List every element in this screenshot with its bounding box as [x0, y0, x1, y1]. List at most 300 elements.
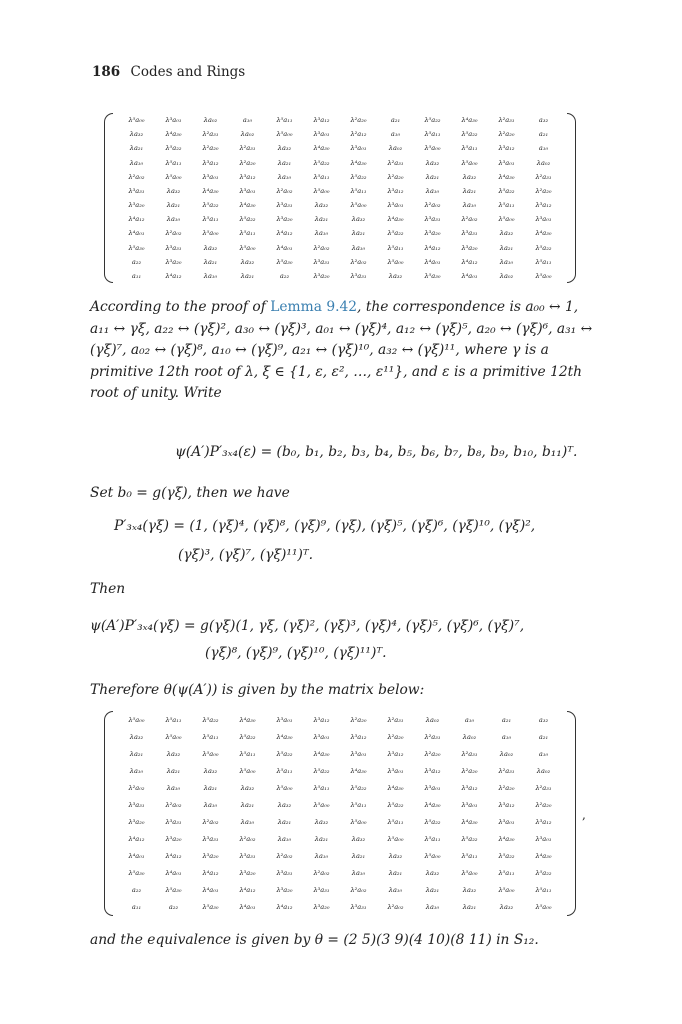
matrix2-cell: λ⁵a₂₂ [239, 732, 256, 741]
matrix2-cell: λ³a₁₂ [461, 783, 478, 792]
matrix2-cell: λ⁵a₀₀ [276, 783, 293, 792]
matrix1-cell: λ³a₀₁ [387, 201, 404, 210]
matrix1-cell: λ²a₂₀ [202, 144, 219, 153]
equation-3-line-1: ψ(A′)P′₃ₓ₄(γξ) = g(γξ)(1, γξ, (γξ)², (γξ)³, (γξ)⁴, (γξ)⁵, (γξ)⁶, (γξ)⁷, [90, 618, 525, 634]
matrix2-cell: a₁₀ [501, 732, 512, 741]
matrix1-cell: λa₃₂ [425, 158, 440, 167]
matrix2-cell: λ³a₃₁ [313, 886, 330, 895]
matrix2-cell: λ⁴a₁₂ [165, 852, 182, 861]
matrix2-cell: λ³a₁₂ [498, 800, 515, 809]
matrix1-cell: λa₃₂ [499, 229, 514, 238]
matrix1-cell: λ²a₀₂ [165, 229, 182, 238]
matrix2-cell: λa₃₂ [462, 886, 477, 895]
matrix2-cell: λa₂₁ [388, 869, 403, 878]
matrix2-cell: λ⁵a₃₀ [202, 903, 219, 912]
matrix1-cell: λ³a₁₂ [313, 116, 330, 125]
matrix2-cell: λa₃₂ [499, 903, 514, 912]
matrix1-cell: λ²a₂₀ [387, 172, 404, 181]
matrix2-cell: a₂₂ [168, 903, 179, 912]
matrix2-cell: λ⁵a₂₂ [461, 835, 478, 844]
matrix1-cell: λ⁵a₀₀ [535, 271, 552, 280]
matrix1-cell: λ⁵a₀₀ [424, 144, 441, 153]
matrix1-cell: λ⁵a₀₀ [387, 257, 404, 266]
matrix1-cell: λ⁴a₃₀ [535, 229, 552, 238]
matrix1-cell: a₂₂ [131, 257, 142, 266]
matrix2-cell: λ⁵a₀₀ [424, 852, 441, 861]
matrix2-cell: λa₃₂ [388, 852, 403, 861]
matrix1-cell: λ⁵a₂₂ [202, 201, 219, 210]
matrix1-cell: λ³a₂₀ [424, 229, 441, 238]
matrix2-cell: λ³a₀₁ [461, 800, 478, 809]
matrix2-cell: λa₁₀ [129, 766, 144, 775]
equation-2-line-2: (γξ)³, (γξ)⁷, (γξ)¹¹)ᵀ. [178, 547, 314, 563]
matrix2-cell: λ⁵a₁₁ [239, 749, 256, 758]
matrix1-cell: λa₂₁ [462, 186, 477, 195]
matrix1-cell: λ⁵a₃₀ [128, 243, 145, 252]
matrix2-cell: λ²a₃₁ [424, 732, 441, 741]
matrix2-cell: a₁₁ [131, 903, 142, 912]
matrix2-cell: λ⁴a₃₀ [424, 800, 441, 809]
matrix2-cell: λa₁₀ [388, 886, 403, 895]
matrix1-cell: λa₂₁ [499, 243, 514, 252]
matrix2-cell: λ³a₁₂ [535, 818, 552, 827]
matrix2-cell: λa₂₁ [351, 852, 366, 861]
matrix2-cell: λ⁵a₂₂ [276, 749, 293, 758]
matrix1-cell: λa₃₂ [388, 271, 403, 280]
matrix1-cell: λ⁵a₁₁ [498, 201, 515, 210]
matrix1-cell: λ²a₂₀ [498, 130, 515, 139]
matrix1-cell: λ⁵a₀₀ [498, 215, 515, 224]
matrix1-cell: λ²a₀₂ [128, 172, 145, 181]
matrix1-cell: λa₁₀ [425, 186, 440, 195]
matrix1-cell: λ⁵a₁₁ [165, 158, 182, 167]
matrix1-cell: λ⁴a₃₀ [239, 201, 256, 210]
matrix1-cell: λ⁵a₁₁ [535, 257, 552, 266]
matrix1-cell: λ³a₁₂ [202, 158, 219, 167]
matrix1-cell: λa₂₁ [240, 271, 255, 280]
matrix2-cell: λ²a₀₂ [313, 869, 330, 878]
matrix2-cell: λ⁵a₁₁ [350, 800, 367, 809]
matrix2-cell: λa₁₀ [203, 800, 218, 809]
matrix1-cell: λ⁵a₂₂ [239, 215, 256, 224]
matrix2-cell: λ⁴a₃₀ [313, 749, 330, 758]
matrix1-cell: λ⁴a₃₀ [313, 144, 330, 153]
matrix-2-left-bracket [104, 711, 113, 916]
matrix2-cell: λ⁵a₀₀ [128, 715, 145, 724]
matrix2-cell: λ³a₂₀ [128, 818, 145, 827]
matrix2-cell: λa₁₀ [240, 818, 255, 827]
matrix2-cell: λ⁵a₂₂ [535, 869, 552, 878]
matrix2-cell: λ⁵a₀₀ [461, 869, 478, 878]
matrix2-cell: λ⁵a₁₁ [387, 818, 404, 827]
matrix2-cell: λa₂₁ [240, 800, 255, 809]
matrix1-cell: λ⁵a₀₀ [128, 116, 145, 125]
therefore-line: Therefore θ(ψ(A′)) is given by the matrix below: [90, 682, 425, 698]
matrix1-cell: λa₁₀ [166, 215, 181, 224]
matrix2-cell: λ²a₂₀ [350, 715, 367, 724]
matrix2-cell: λa₃₂ [203, 766, 218, 775]
correspondence-paragraph [90, 297, 600, 405]
running-title: Codes and Rings [130, 64, 246, 80]
matrix1-cell: λ³a₁₂ [535, 201, 552, 210]
matrix2-cell: λa₃₂ [129, 732, 144, 741]
matrix2-cell: λ³a₃₁ [202, 835, 219, 844]
then-label: Then [90, 581, 126, 597]
matrix2-cell: λa₁₀ [166, 783, 181, 792]
matrix1-cell: λa₁₀ [351, 243, 366, 252]
matrix1-cell: λ⁵a₀₀ [239, 243, 256, 252]
matrix1-cell: λ⁴a₃₀ [498, 172, 515, 181]
matrix1-cell: λ⁵a₃₀ [424, 271, 441, 280]
matrix2-cell: λ⁵a₁₁ [202, 732, 219, 741]
matrix2-cell: a₂₁ [538, 732, 549, 741]
matrix1-cell: λ⁵a₀₀ [202, 229, 219, 238]
matrix2-cell: λ⁵a₂₂ [424, 818, 441, 827]
matrix2-cell: λ⁵a₀₀ [165, 732, 182, 741]
matrix2-cell: λ³a₃₁ [128, 800, 145, 809]
matrix2-cell: λ⁴a₃₀ [350, 766, 367, 775]
matrix1-cell: λ⁵a₂₂ [461, 130, 478, 139]
matrix1-cell: λ²a₃₁ [239, 144, 256, 153]
paragraph-1-pre: According to the proof of [90, 299, 271, 315]
page-number: 186 [92, 64, 121, 80]
matrix1-cell: λ⁵a₀₀ [350, 201, 367, 210]
matrix2-cell: λ⁵a₀₀ [535, 903, 552, 912]
running-header [92, 64, 245, 80]
matrix2-cell: λ³a₃₁ [239, 852, 256, 861]
matrix1-cell: λ⁴a₃₀ [350, 158, 367, 167]
matrix1-cell: λ⁵a₀₀ [276, 130, 293, 139]
matrix1-cell: λ³a₃₁ [128, 186, 145, 195]
matrix1-cell: a₁₀ [538, 144, 549, 153]
matrix2-cell: λ²a₃₁ [461, 749, 478, 758]
matrix1-cell: λ⁴a₀₁ [276, 243, 293, 252]
matrix2-cell: λa₀₂ [425, 715, 440, 724]
matrix1-cell: λ²a₀₂ [313, 243, 330, 252]
matrix2-cell: λa₃₂ [240, 783, 255, 792]
matrix-1 [104, 113, 576, 283]
matrix2-cell: λ⁴a₀₁ [202, 886, 219, 895]
matrix1-cell: λ⁴a₁₂ [128, 215, 145, 224]
matrix1-cell: a₁₀ [390, 130, 401, 139]
set-line: Set b₀ = g(γξ), then we have [90, 485, 290, 501]
matrix1-cell: λ⁴a₁₂ [276, 229, 293, 238]
matrix-1-right-bracket [567, 113, 576, 283]
matrix1-cell: λ⁵a₁₁ [276, 116, 293, 125]
matrix2-cell: λa₁₀ [314, 852, 329, 861]
matrix2-cell: λa₃₂ [314, 818, 329, 827]
matrix1-cell: λ⁵a₁₁ [202, 215, 219, 224]
matrix1-cell: λa₂₁ [351, 229, 366, 238]
matrix2-cell: λ⁵a₁₁ [424, 835, 441, 844]
matrix2-cell: λ⁵a₀₀ [387, 835, 404, 844]
matrix1-cell: λa₃₂ [203, 243, 218, 252]
matrix2-cell: λa₂₁ [314, 835, 329, 844]
matrix1-cell: λa₃₂ [166, 186, 181, 195]
matrix1-cell: λ⁴a₁₂ [165, 271, 182, 280]
matrix1-cell: λa₃₂ [129, 130, 144, 139]
matrix1-cell: λ⁴a₃₀ [387, 215, 404, 224]
matrix2-cell: λa₃₂ [166, 749, 181, 758]
matrix2-cell: λ³a₀₁ [535, 835, 552, 844]
matrix1-cell: λ²a₃₁ [202, 130, 219, 139]
matrix1-cell: λ³a₀₁ [202, 172, 219, 181]
matrix2-cell: λa₂₁ [129, 749, 144, 758]
matrix2-cell: λ⁴a₁₂ [202, 869, 219, 878]
matrix-1-grid [118, 113, 562, 283]
matrix2-cell: λ⁴a₃₀ [461, 818, 478, 827]
matrix2-cell: a₂₁ [501, 715, 512, 724]
matrix2-cell: λ³a₃₁ [165, 818, 182, 827]
matrix2-cell: λ³a₂₀ [276, 886, 293, 895]
matrix2-cell: λa₂₁ [425, 886, 440, 895]
matrix2-cell: λ⁵a₀₀ [313, 800, 330, 809]
matrix2-cell: λ⁴a₃₀ [498, 835, 515, 844]
matrix2-cell: λa₁₀ [351, 869, 366, 878]
matrix-2-grid [118, 711, 562, 916]
matrix2-cell: λ³a₂₀ [313, 903, 330, 912]
matrix1-cell: λa₂₁ [425, 172, 440, 181]
matrix1-cell: λ²a₀₂ [424, 201, 441, 210]
matrix1-cell: λa₂₁ [277, 158, 292, 167]
matrix1-cell: λ²a₃₁ [498, 116, 515, 125]
matrix2-cell: λ²a₃₁ [387, 715, 404, 724]
matrix2-cell: λ⁴a₃₀ [239, 715, 256, 724]
matrix1-cell: a₁₀ [242, 116, 253, 125]
matrix2-cell: λ⁵a₀₀ [350, 818, 367, 827]
matrix2-cell: λ⁴a₀₁ [165, 869, 182, 878]
matrix2-cell: λ²a₀₂ [276, 852, 293, 861]
matrix1-cell: λ⁵a₁₁ [239, 229, 256, 238]
matrix1-cell: λa₁₀ [462, 201, 477, 210]
matrix1-cell: λa₃₂ [240, 257, 255, 266]
matrix2-cell: λ⁵a₁₁ [313, 783, 330, 792]
matrix1-cell: λ³a₂₀ [461, 243, 478, 252]
matrix2-cell: λ²a₂₀ [424, 749, 441, 758]
matrix1-cell: λa₂₁ [314, 215, 329, 224]
matrix2-cell: λ⁵a₂₂ [498, 852, 515, 861]
matrix1-cell: λ²a₃₁ [387, 158, 404, 167]
matrix1-cell: λ⁵a₂₂ [498, 186, 515, 195]
matrix1-cell: λ⁵a₁₁ [350, 186, 367, 195]
matrix2-cell: λ³a₁₂ [313, 715, 330, 724]
matrix1-cell: λ³a₃₁ [165, 243, 182, 252]
matrix2-cell: λ³a₂₀ [165, 835, 182, 844]
matrix-2-right-bracket [567, 711, 576, 916]
matrix1-cell: λ³a₃₁ [424, 215, 441, 224]
matrix1-cell: λ³a₀₁ [313, 130, 330, 139]
matrix2-cell: λ⁵a₁₁ [461, 852, 478, 861]
paragraph-1-post: , the correspondence is a₀₀ ↔ 1, a₁₁ ↔ γξ, a₂₂ ↔ (γξ)², a₃₀ ↔ (γξ)³, a₀₁ ↔ (γξ)⁴, a₁₂ ↔ (γξ)⁵, a₂₀ ↔ (γξ)⁶, a₃₁ ↔ (γξ)⁷, a₀₂ ↔ (γξ)⁸, a₁₀ ↔ (γξ)⁹, a₂₁ ↔ (γξ)¹⁰, a₃₂ ↔ (γξ)¹¹, where γ is a primitive 12th root of λ, ξ ∈ {1, ε, ε², …, ε¹¹}, and ε is a primitive 12th root of unity. Write [90, 299, 593, 401]
matrix-2 [104, 711, 576, 916]
matrix2-cell: λ⁴a₃₀ [387, 783, 404, 792]
matrix-2-trailing-comma: , [582, 808, 586, 822]
matrix1-cell: λ³a₀₁ [165, 116, 182, 125]
matrix2-cell: λa₁₀ [425, 903, 440, 912]
matrix2-cell: λ²a₀₂ [128, 783, 145, 792]
matrix1-cell: λ⁴a₃₀ [165, 130, 182, 139]
matrix2-cell: λa₀₂ [462, 732, 477, 741]
matrix2-cell: λ⁴a₀₁ [128, 852, 145, 861]
matrix1-cell: λa₀₂ [203, 116, 218, 125]
matrix1-cell: λa₀₂ [388, 144, 403, 153]
matrix1-cell: λ⁵a₁₁ [313, 172, 330, 181]
lemma-link[interactable]: Lemma 9.42 [270, 299, 358, 315]
matrix1-cell: λa₃₂ [314, 201, 329, 210]
matrix1-cell: λ³a₀₁ [350, 144, 367, 153]
matrix2-cell: λ⁵a₁₁ [276, 766, 293, 775]
matrix1-cell: λ³a₂₀ [313, 271, 330, 280]
matrix1-cell: λ²a₁₂ [350, 130, 367, 139]
matrix1-cell: λa₂₁ [129, 144, 144, 153]
matrix1-cell: λa₃₂ [277, 144, 292, 153]
matrix2-cell: λ³a₀₁ [498, 818, 515, 827]
matrix1-cell: λa₃₂ [351, 215, 366, 224]
matrix2-cell: λ⁵a₂₂ [202, 715, 219, 724]
matrix1-cell: λ⁴a₀₁ [461, 271, 478, 280]
matrix1-cell: λa₀₂ [499, 271, 514, 280]
matrix1-cell: λ⁵a₃₀ [276, 257, 293, 266]
matrix1-cell: λ⁴a₁₂ [461, 257, 478, 266]
matrix2-cell: a₃₂ [538, 715, 549, 724]
matrix1-cell: a₂₁ [538, 130, 549, 139]
matrix2-cell: a₂₂ [131, 886, 142, 895]
matrix1-cell: λ⁵a₁₁ [461, 144, 478, 153]
matrix2-cell: λa₁₀ [277, 835, 292, 844]
matrix2-cell: λ³a₃₁ [350, 903, 367, 912]
matrix2-cell: λ²a₂₀ [461, 766, 478, 775]
matrix2-cell: λ⁴a₁₂ [128, 835, 145, 844]
matrix2-cell: λ⁵a₁₁ [498, 869, 515, 878]
matrix1-cell: λ²a₀₂ [350, 257, 367, 266]
matrix1-cell: λ³a₀₁ [535, 215, 552, 224]
matrix2-cell: λ²a₃₁ [498, 766, 515, 775]
matrix2-cell: λ³a₁₂ [350, 732, 367, 741]
matrix2-cell: λ³a₂₀ [239, 869, 256, 878]
matrix2-cell: λ⁴a₁₂ [276, 903, 293, 912]
matrix1-cell: λ⁵a₂₂ [387, 229, 404, 238]
matrix2-cell: λ³a₀₁ [276, 715, 293, 724]
matrix1-cell: λa₂₁ [166, 201, 181, 210]
matrix2-cell: λa₀₂ [536, 766, 551, 775]
matrix1-cell: λ³a₂₀ [276, 215, 293, 224]
equation-1: ψ(A′)P′₃ₓ₄(ε) = (b₀, b₁, b₂, b₃, b₄, b₅, b₆, b₇, b₈, b₉, b₁₀, b₁₁)ᵀ. [175, 444, 578, 460]
matrix2-cell: λ⁴a₁₂ [239, 886, 256, 895]
matrix1-cell: λ³a₀₁ [239, 186, 256, 195]
matrix2-cell: λ³a₁₂ [424, 766, 441, 775]
matrix2-cell: λ⁴a₃₀ [276, 732, 293, 741]
matrix1-cell: λ³a₂₀ [165, 257, 182, 266]
matrix2-cell: λ⁵a₀₀ [239, 766, 256, 775]
matrix1-cell: λa₁₀ [499, 257, 514, 266]
matrix1-cell: λ⁵a₂₂ [424, 116, 441, 125]
matrix1-cell: λ²a₀₂ [276, 186, 293, 195]
matrix2-cell: λa₀₂ [499, 749, 514, 758]
matrix1-cell: λ⁵a₁₁ [424, 130, 441, 139]
matrix2-cell: λ²a₂₀ [387, 732, 404, 741]
matrix2-cell: λ⁵a₀₀ [498, 886, 515, 895]
matrix2-cell: λ³a₃₁ [276, 869, 293, 878]
matrix2-cell: λa₂₁ [166, 766, 181, 775]
matrix1-cell: λ³a₃₁ [276, 201, 293, 210]
matrix1-cell: λa₁₀ [314, 229, 329, 238]
matrix1-cell: λ²a₃₁ [535, 172, 552, 181]
matrix1-cell: λa₀₂ [536, 158, 551, 167]
matrix2-cell: λ³a₀₁ [424, 783, 441, 792]
matrix2-cell: λ⁴a₀₁ [239, 903, 256, 912]
matrix1-cell: a₂₂ [279, 271, 290, 280]
matrix2-cell: λa₃₂ [351, 835, 366, 844]
matrix2-cell: λ²a₀₂ [350, 886, 367, 895]
matrix1-cell: λ³a₃₁ [313, 257, 330, 266]
matrix1-cell: λ⁵a₂₂ [165, 144, 182, 153]
matrix2-cell: λa₂₁ [277, 818, 292, 827]
matrix1-cell: λ⁵a₂₂ [350, 172, 367, 181]
matrix1-cell: a₃₂ [538, 116, 549, 125]
matrix2-cell: a₁₀ [464, 715, 475, 724]
equation-2-line-1: P′₃ₓ₄(γξ) = (1, (γξ)⁴, (γξ)⁸, (γξ)⁹, (γξ), (γξ)⁵, (γξ)⁶, (γξ)¹⁰, (γξ)², [114, 518, 536, 534]
matrix2-cell: λ³a₁₂ [387, 749, 404, 758]
matrix2-cell: λa₂₁ [203, 783, 218, 792]
matrix1-cell: λa₁₀ [277, 172, 292, 181]
matrix1-cell: λ⁴a₀₁ [128, 229, 145, 238]
matrix2-cell: λ³a₂₀ [202, 852, 219, 861]
matrix1-cell: λ⁴a₀₁ [424, 257, 441, 266]
matrix1-cell: λa₁₀ [203, 271, 218, 280]
matrix1-cell: λa₀₂ [240, 130, 255, 139]
matrix1-cell: λ³a₁₂ [239, 172, 256, 181]
matrix1-cell: λ²a₀₂ [461, 215, 478, 224]
matrix2-cell: a₁₀ [538, 749, 549, 758]
matrix1-cell: λ²a₂₀ [535, 186, 552, 195]
matrix2-cell: λ⁵a₂₂ [313, 766, 330, 775]
matrix1-cell: λ⁵a₂₂ [313, 158, 330, 167]
matrix1-cell: λ³a₂₀ [128, 201, 145, 210]
matrix2-cell: λ²a₂₀ [535, 800, 552, 809]
matrix2-cell: λ⁴a₃₀ [535, 852, 552, 861]
matrix1-cell: λ⁵a₁₁ [387, 243, 404, 252]
matrix2-cell: λ²a₀₂ [387, 903, 404, 912]
matrix2-cell: λ⁵a₁₁ [165, 715, 182, 724]
matrix2-cell: λ²a₃₁ [535, 783, 552, 792]
matrix2-cell: λa₃₂ [425, 869, 440, 878]
matrix1-cell: λ³a₃₁ [350, 271, 367, 280]
matrix1-cell: λ²a₂₀ [350, 116, 367, 125]
matrix1-cell: λ³a₁₂ [387, 186, 404, 195]
matrix1-cell: λ⁴a₃₀ [461, 116, 478, 125]
matrix1-cell: λa₂₁ [203, 257, 218, 266]
equivalence-line: and the equivalence is given by θ = (2 5)(3 9)(4 10)(8 11) in S₁₂. [90, 932, 539, 948]
matrix2-cell: λ⁵a₀₀ [202, 749, 219, 758]
matrix2-cell: λ²a₀₂ [239, 835, 256, 844]
matrix1-cell: λ⁵a₀₀ [165, 172, 182, 181]
matrix2-cell: λ⁵a₂₂ [387, 800, 404, 809]
matrix1-cell: λ³a₁₂ [498, 144, 515, 153]
matrix1-cell: λ⁵a₂₂ [535, 243, 552, 252]
matrix1-cell: λa₃₂ [462, 172, 477, 181]
matrix2-cell: λa₂₁ [462, 903, 477, 912]
matrix2-cell: λ²a₀₂ [202, 818, 219, 827]
matrix1-cell: λ³a₃₁ [461, 229, 478, 238]
matrix2-cell: λ⁵a₂₂ [350, 783, 367, 792]
matrix1-cell: a₂₁ [390, 116, 401, 125]
matrix2-cell: λ⁵a₁₁ [535, 886, 552, 895]
matrix-1-left-bracket [104, 113, 113, 283]
matrix1-cell: λ⁴a₁₂ [424, 243, 441, 252]
matrix1-cell: a₁₁ [131, 271, 142, 280]
matrix2-cell: λa₃₂ [277, 800, 292, 809]
matrix1-cell: λ²a₂₀ [239, 158, 256, 167]
